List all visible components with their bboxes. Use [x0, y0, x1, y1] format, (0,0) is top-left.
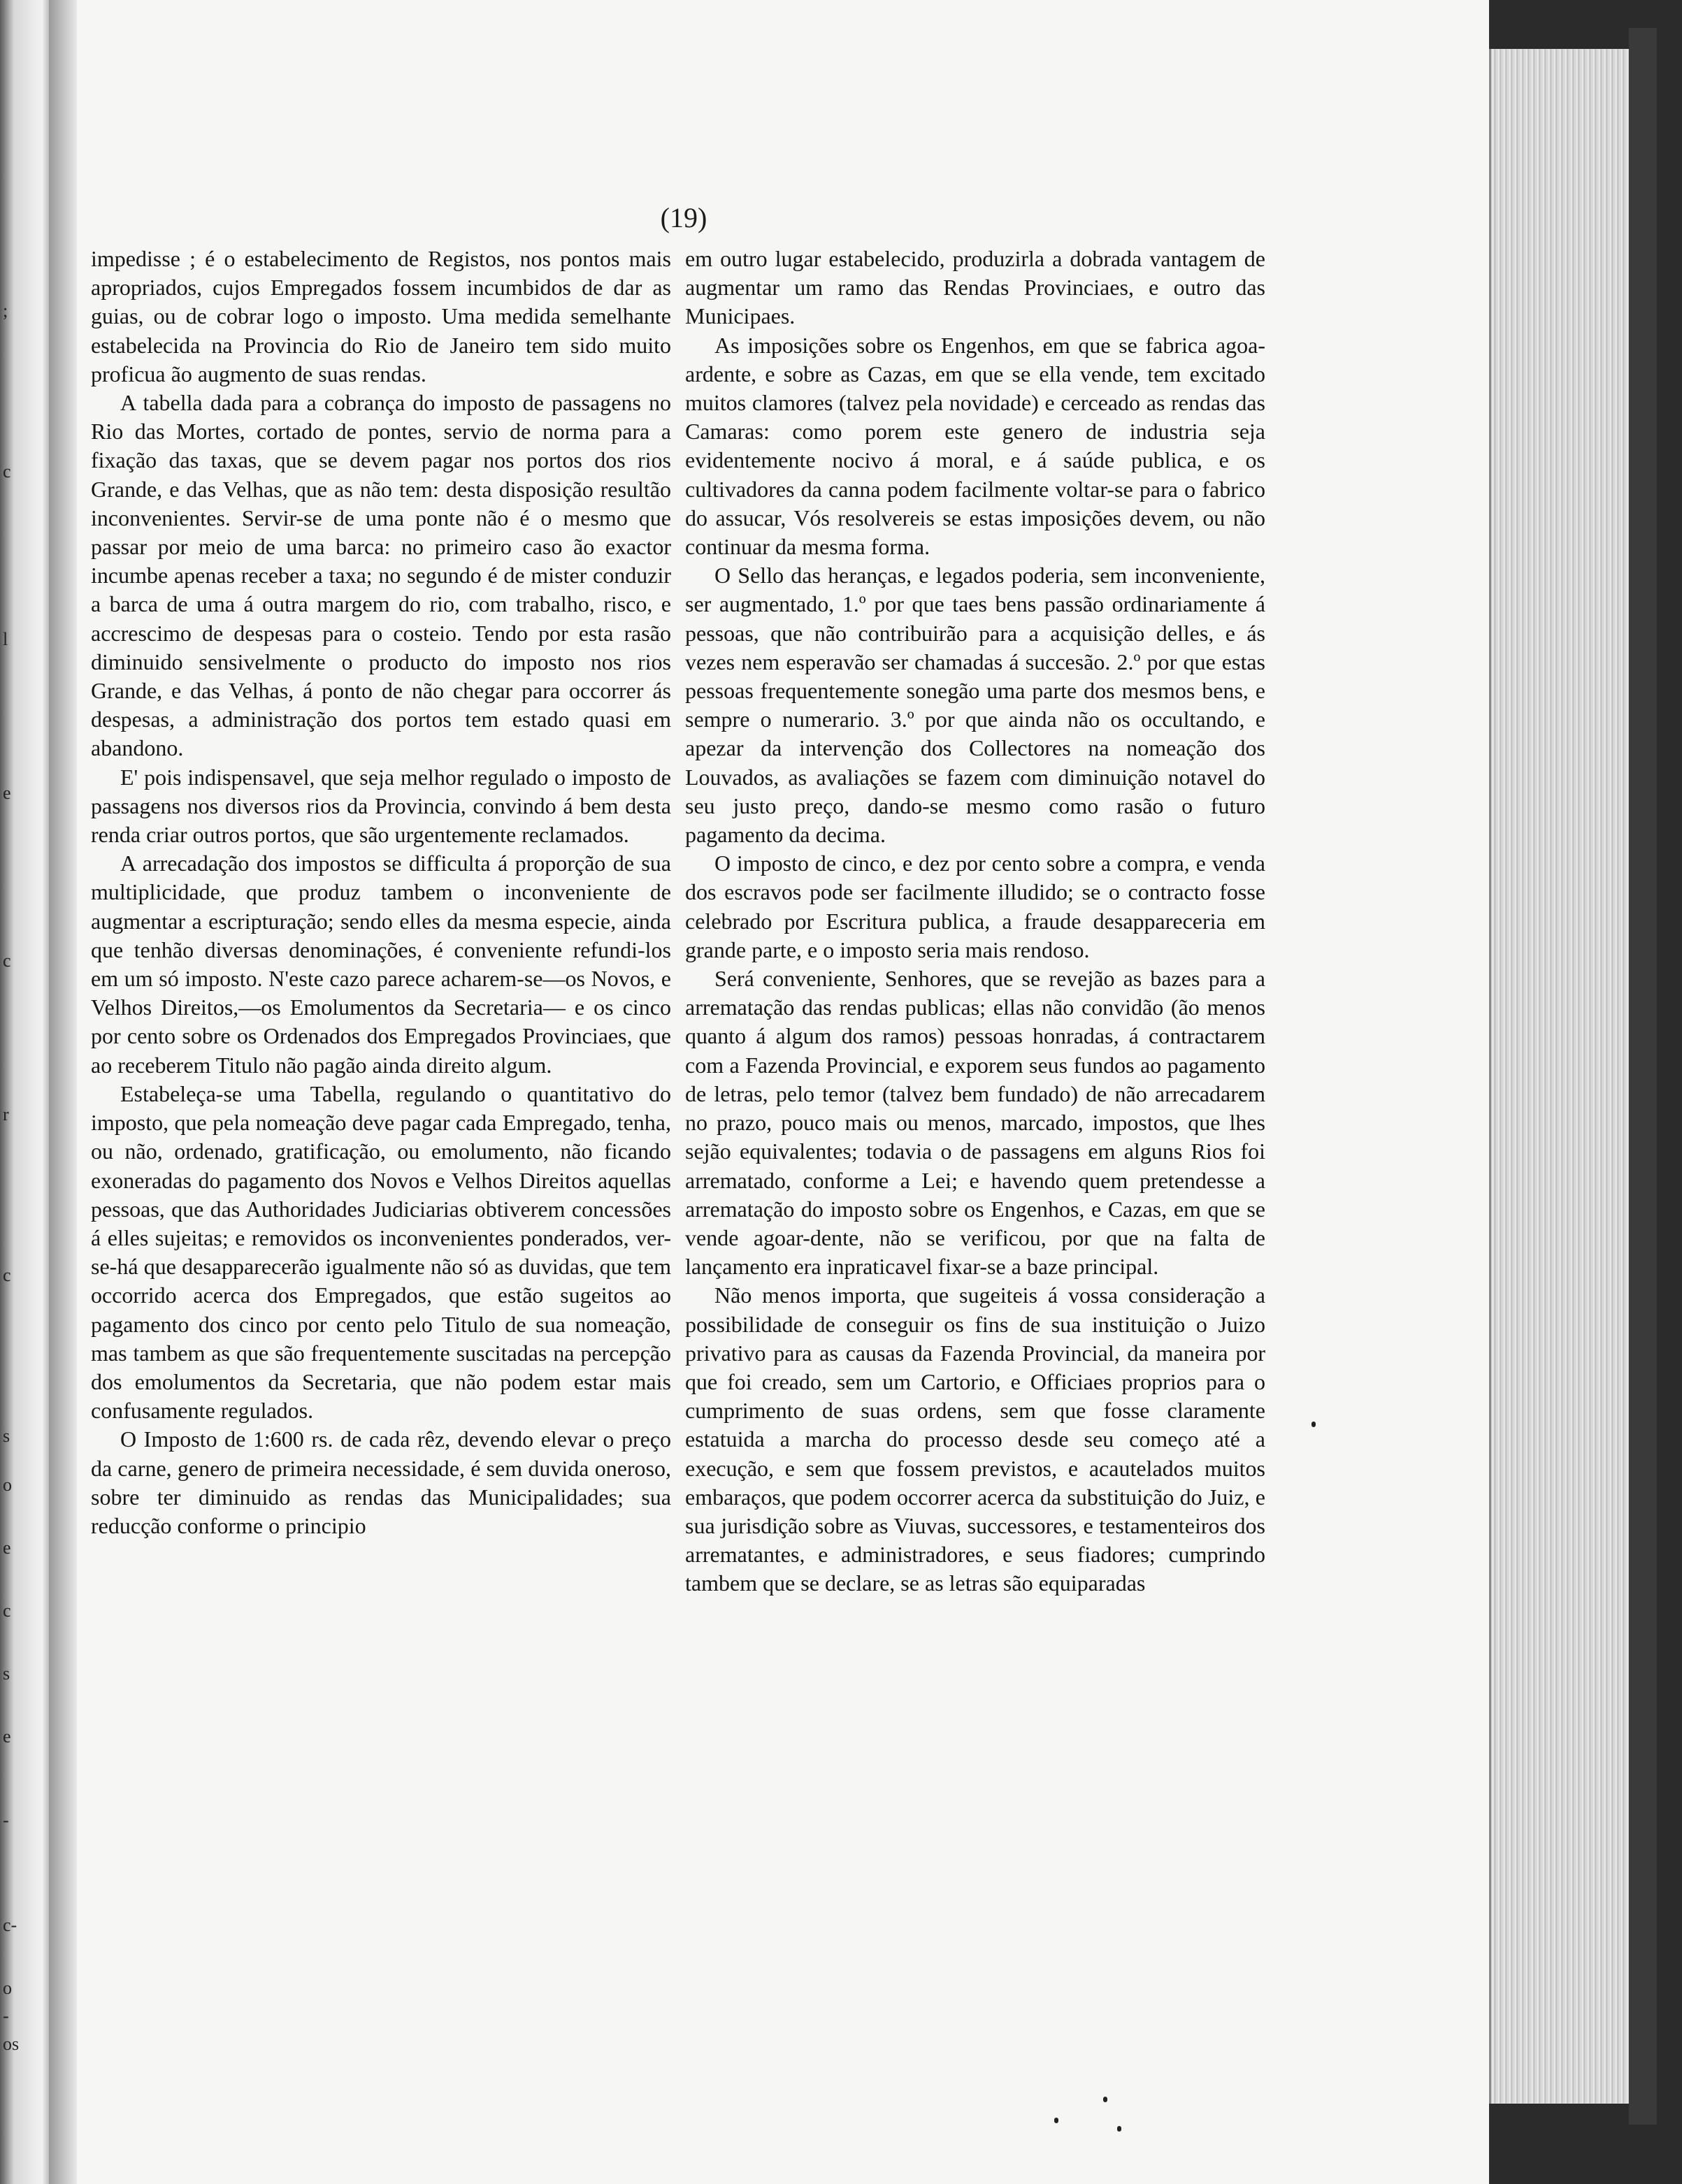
paragraph: A arrecadação dos impostos se difficulta á proporção de sua multiplicidade, que produz tambem o inconveniente de augmentar a escripturação; sendo elles da mesma especie, ainda que tenhão diversas denominações, é conveniente refundi-los em um só imposto. N'este cazo parece acharem-se—os Novos, e Velhos Direitos,—os Emolumentos da Secretaria— e os cinco por cento sobre os Ordenados dos Empregados Provinciaes, que ao receberem Titulo não pagão ainda direito algum.: [91, 851, 671, 1078]
paragraph: em outro lugar estabelecido, produzirla a dobrada vantagem de augmentar um ramo das Rendas Provinciaes, e outro das Municipaes.: [685, 246, 1265, 329]
left-page-fragment: e: [3, 783, 11, 803]
paragraph: O Imposto de 1:600 rs. de cada rêz, devendo elevar o preço da carne, genero de primeira necessidade, é sem duvida oneroso, sobre ter diminuido as rendas das Municipalidades; sua reducção conforme o principio: [91, 1426, 671, 1538]
ink-speck: [1103, 2097, 1107, 2102]
paragraph: O imposto de cinco, e dez por cento sobre a compra, e venda dos escravos pode ser facilmente illudido; se o contracto fosse celebrado por Escritura publica, a fraude desappareceria em grande parte, e o imposto seria mais rendoso.: [685, 851, 1265, 962]
left-page-edge: [0, 0, 49, 2184]
paragraph: E' pois indispensavel, que seja melhor regulado o imposto de passagens nos diversos rios da Provincia, convindo á bem desta renda criar outros portos, que são urgentemente reclamados.: [91, 764, 671, 848]
left-page-fragment: c-: [3, 1915, 17, 1935]
left-page-fragment: o: [3, 1978, 12, 1998]
ink-speck: [1054, 2118, 1058, 2123]
left-page-fragment: os: [3, 2034, 20, 2054]
book-cover-board: [1629, 28, 1657, 2125]
paragraph: A tabella dada para a cobrança do imposto de passagens no Rio das Mortes, cortado de pontes, servio de norma para a fixação das taxas, que se devem pagar nos portos dos rios Grande, e das Velhas, que as não tem: desta disposição resultão inconvenientes. Servir-se de uma ponte não é o mesmo que passar por meio de uma barca: no primeiro caso ão exactor incumbe apenas receber a taxa; no segundo é de mister conduzir a barca de uma á outra margem do rio, com trabalho, risco, e accrescimo de despesas para o costeio. Tendo por esta rasão diminuido sensivelmente o producto do imposto nos rios Grande, e das Velhas, á ponto de não chegar para occorrer ás despesas, a administração dos portos tem estado quasi em abandono.: [91, 390, 671, 761]
page-block-edge: [1489, 49, 1631, 2104]
left-page-fragment: r: [3, 1104, 9, 1124]
left-text-column: [91, 245, 671, 2090]
left-page-fragment: c: [3, 1265, 11, 1285]
left-page-fragment: s: [3, 1663, 10, 1684]
paragraph: Não menos importa, que sugeiteis á vossa consideração a possibilidade de conseguir os fins de sua instituição o Juizo privativo para as causas da Fazenda Provincial, da maneira por que foi creado, sem um Cartorio, e Officiaes proprios para o cumprimento de suas ordens, sem que fosse claramente estatuida a marcha do processo desde seu começo até a execução, e sem que fossem previstos, e acautelados muitos embaraços, que podem occorrer acerca da substituição do Juiz, e sua jurisdição sobre as Viuvas, successores, e testamenteiros dos arrematantes, e administradores, e seus fiadores; cumprindo tambem que se declare, se as letras são equiparadas: [685, 1282, 1265, 1596]
left-page-fragment: c: [3, 461, 11, 482]
left-page-fragment: o: [3, 1475, 12, 1495]
right-text-column: [685, 245, 1265, 2090]
page-number: (19): [660, 202, 707, 233]
paragraph: Será conveniente, Senhores, que se revejão as bazes para a arrematação das rendas publicas; ellas não convidão (ão menos quanto á algum dos ramos) pessoas honradas, á contractarem com a Fazenda Provincial, e exporem seus fundos ao pagamento de letras, pelo temor (talvez bem fundado) de não arrecadarem no prazo, pouco mais ou menos, marcado, impostos, que lhes sejão equivalentes; todavia o de passagens em alguns Rios foi arrematado, conforme a Lei; e havendo quem pretendesse a arrematação do imposto sobre os Engenhos, e Cazas, em que se vende agoar-dente, não se verificou, por que na falta de lançamento era inpraticavel fixar-se a baze principal.: [685, 966, 1265, 1280]
left-page-fragment: c: [3, 950, 11, 971]
paragraph: O Sello das heranças, e legados poderia, sem inconveniente, ser augmentado, 1.º por que taes bens passão ordinariamente á pessoas, que não contribuirão para a acquisição delles, e ás vezes nem esperavão ser chamadas á succesão. 2.º por que estas pessoas frequentemente sonegão uma parte dos mesmos bens, e sempre o numerario. 3.º por que ainda não os occultando, e apezar da intervenção dos Collectores na nomeação dos Louvados, as avaliações se fazem com diminuição notavel do seu justo preço, dando-se mesmo como rasão o futuro pagamento da decima.: [685, 563, 1265, 848]
book-gutter: [49, 0, 77, 2184]
left-page-fragment: ;: [3, 301, 8, 321]
paragraph: impedisse ; é o estabelecimento de Registos, nos pontos mais apropriados, cujos Empregados fossem incumbidos de dar as guias, ou de cobrar logo o imposto. Uma medida semelhante estabelecida na Provincia do Rio de Janeiro tem sido muito proficua ão augmento de suas rendas.: [91, 246, 671, 386]
ink-speck: [1311, 1422, 1316, 1427]
left-page-fragment: s: [3, 1426, 10, 1446]
ink-speck: [1117, 2126, 1121, 2132]
left-page-fragment: -: [3, 1810, 9, 1830]
left-page-fragment: -: [3, 2006, 9, 2026]
paragraph: Estabeleça-se uma Tabella, regulando o quantitativo do imposto, que pela nomeação deve pagar cada Empregado, tenha, ou não, ordenado, gratificação, ou emolumento, não ficando exoneradas do pagamento dos Novos e Velhos Direitos aquellas pessoas, que das Authoridades Judiciarias obtiverem concessões á elles sujeitas; e removidos os inconvenientes ponderados, ver-se-há que desapparecerão igualmente não só as duvidas, que tem occorrido acerca dos Empregados, que estão sugeitos ao pagamento dos cinco por cento pelo Titulo de sua nomeação, mas tambem as que são frequentemente suscitadas na percepção dos emolumentos da Secretaria, que não podem estar mais confusamente regulados.: [91, 1080, 671, 1424]
left-page-fragment: e: [3, 1538, 11, 1558]
left-page-fragment: e: [3, 1726, 11, 1747]
left-page-fragment: c: [3, 1600, 11, 1621]
paragraph: As imposições sobre os Engenhos, em que se fabrica agoa-ardente, e sobre as Cazas, em que se ella vende, tem excitado muitos clamores (talvez pela novidade) e cerceado as rendas das Camaras: como porem este genero de industria seja evidentemente nocivo á moral, e á saúde publica, e os cultivadores da canna podem facilmente voltar-se para o fabrico do assucar, Vós resolvereis se estas imposições devem, ou não continuar da mesma forma.: [685, 332, 1265, 560]
left-page-fragment: l: [3, 629, 8, 649]
